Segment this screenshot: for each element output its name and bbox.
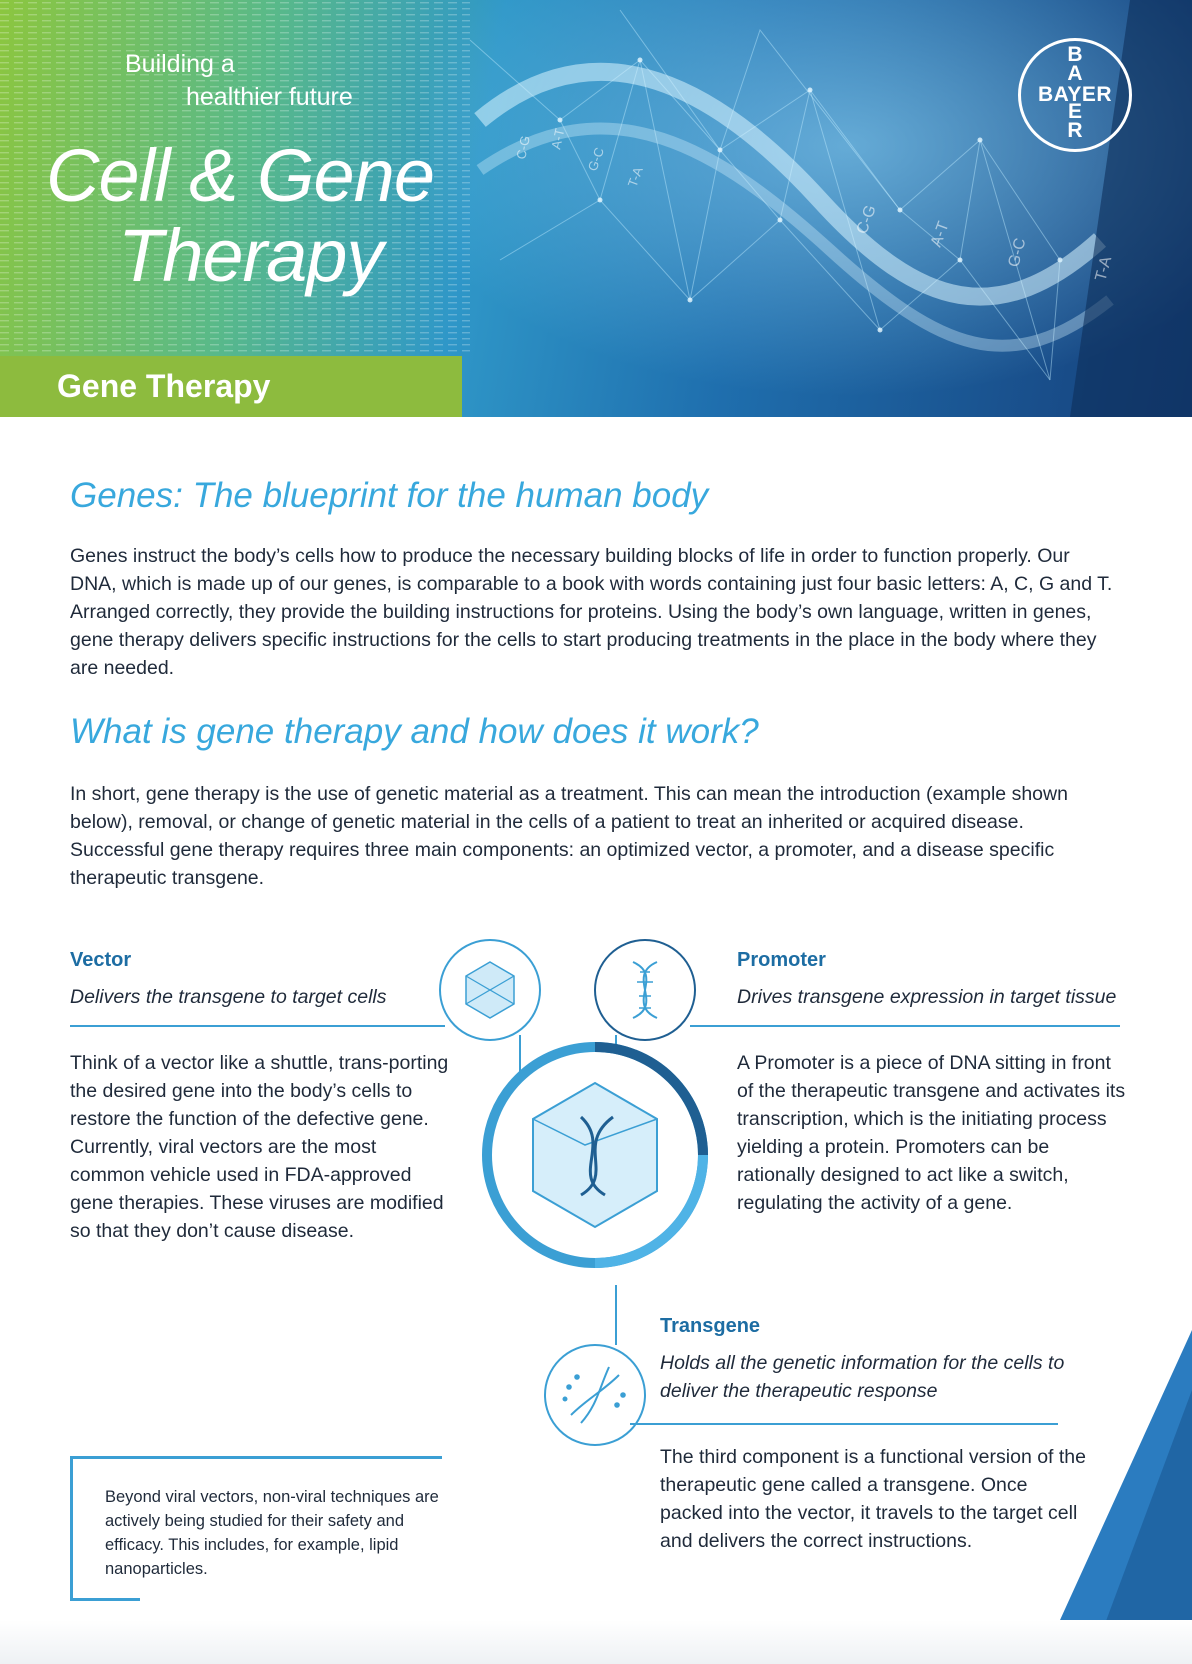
promoter-subtitle: Drives transgene expression in target tissue [737, 986, 1117, 1008]
callout-text: Beyond viral vectors, non-viral techniques are actively being studied for their safety and efficacy. This includes, for example, lipid nanoparticles. [105, 1488, 439, 1578]
transgene-body: The third component is a functional version of the therapeutic gene called a transgene. Once packed into the vector, it travels to the target cell and delivers the correct instructions. [660, 1446, 1086, 1552]
section-heading-genes: Genes: The blueprint for the human body [70, 476, 709, 515]
logo-vertical-top: BA [1067, 43, 1083, 85]
helix-label: G-C [584, 145, 607, 174]
promoter-divider [690, 1025, 1120, 1027]
vector-body: Think of a vector like a shuttle, trans-porting the desired gene into the body’s cells to restore the function of the defective gene. Currently, viral vectors are the most common vehicle used in FDA-approved gene therapies. These viruses are modified so that they don’t cause disease. [70, 1052, 449, 1242]
helix-label: G-C [1005, 236, 1030, 270]
page-title-line-2: Therapy [118, 214, 383, 297]
helix-label: A-T [548, 127, 568, 151]
promoter-title: Promoter [737, 949, 826, 971]
helix-label: T-A [624, 164, 646, 190]
helix-label: C-G [513, 134, 533, 161]
vector-title: Vector [70, 949, 132, 971]
section-band-label: Gene Therapy [57, 368, 271, 404]
page-title-line-1: Cell & Gene [46, 134, 434, 217]
vector-subtitle: Delivers the transgene to target cells [70, 986, 387, 1008]
transgene-title: Transgene [660, 1315, 761, 1337]
section-heading-gene-therapy: What is gene therapy and how does it work? [70, 712, 759, 751]
section-body-gene-therapy: In short, gene therapy is the use of genetic material as a treatment. This can mean the introduction (example shown below), removal, or change of genetic material in the cells of a patient to treat an inherited or acquired disease. Successful gene therapy requires three main components: an optimized vector, a promoter, and a disease specific therapeutic transgene. [70, 783, 1068, 889]
tagline-line-1: Building a [125, 50, 235, 78]
transgene-subtitle: Holds all the genetic information for the cells to deliver the therapeutic response [660, 1352, 1065, 1402]
helix-label: C-G [853, 202, 880, 237]
tagline-line-2: healthier future [186, 83, 353, 111]
corner-decoration [1020, 1330, 1192, 1664]
logo-horizontal-text: BAYER [1037, 83, 1113, 106]
logo-vertical-bottom: ER [1067, 100, 1083, 142]
helix-label: A-T [927, 219, 953, 250]
promoter-body: A Promoter is a piece of DNA sitting in front of the therapeutic transgene and activates its transcription, which is the initiating process yielding a protein. Promoters can be rationally designed to act like a switch, regulating the activity of a gene. [737, 1052, 1126, 1214]
callout-border-gap [140, 1598, 450, 1602]
page-bottom-fade [0, 1620, 1192, 1664]
transgene-divider [630, 1423, 1058, 1425]
helix-label: T-A [1092, 254, 1116, 284]
vector-divider [70, 1025, 445, 1027]
section-body-genes: Genes instruct the body’s cells how to produce the necessary building blocks of life in order to function properly. Our DNA, which is made up of our genes, is comparable to a book with words containing just four basic letters: A, C, G and T. Arranged correctly, they provide the building instructions for proteins. Using the body’s own language, written in genes, gene therapy delivers specific instructions for the cells to start producing treatments in the place in the body where they are needed. [70, 545, 1113, 679]
